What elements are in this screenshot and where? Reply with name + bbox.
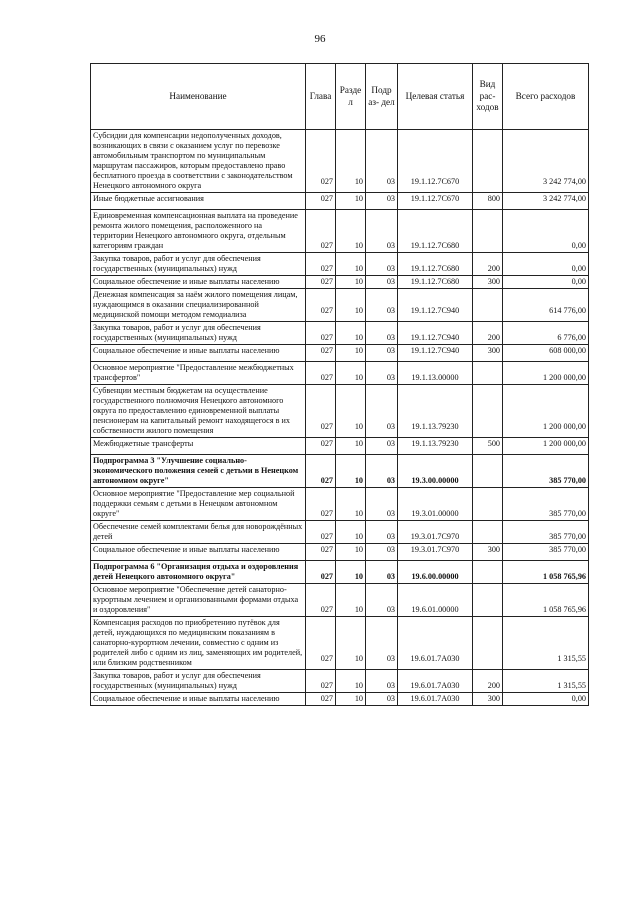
- row-section: 10: [336, 521, 366, 544]
- row-subsection: 03: [366, 210, 398, 253]
- table-row: [91, 130, 589, 193]
- row-chapter: 027: [306, 253, 336, 276]
- row-target: 19.6.01.00000: [398, 584, 473, 617]
- row-section: 10: [336, 488, 366, 521]
- table-row: [91, 276, 589, 289]
- row-name: Единовременная компенсационная выплата на проведение ремонта жилого помещения, расположенного на территории Ненецкого автономного округа, отдельным категориям граждан: [91, 210, 306, 253]
- row-chapter: 027: [306, 693, 336, 706]
- row-chapter: 027: [306, 289, 336, 322]
- row-section: 10: [336, 253, 366, 276]
- header-section: Разде л: [336, 64, 366, 130]
- row-section: 10: [336, 438, 366, 455]
- row-total: 1 315,55: [503, 670, 589, 693]
- row-name: Субвенции местным бюджетам на осуществление государственного полномочия Ненецкого автономного округа по предоставлению единовременной выплаты пенсионерам на капитальный ремонт находящегося в их собственности жилого помещения: [91, 385, 306, 438]
- header-kind: Вид рас- ходов: [473, 64, 503, 130]
- row-target: 19.3.01.7С970: [398, 544, 473, 561]
- row-kind: 500: [473, 438, 503, 455]
- table-row: [91, 385, 589, 438]
- row-chapter: 027: [306, 345, 336, 362]
- row-total: 1 200 000,00: [503, 438, 589, 455]
- row-kind: [473, 385, 503, 438]
- row-target: 19.1.12.7С940: [398, 345, 473, 362]
- row-name: Подпрограмма 3 "Улучшение социально-экономического положения семей с детьми в Ненецком автономном округе": [91, 455, 306, 488]
- row-kind: [473, 130, 503, 193]
- row-name: Субсидии для компенсации недополученных доходов, возникающих в связи с оказанием услуг по перевозке автомобильным транспортом по муниципальным маршрутам пассажиров, которым предоставлено право бесплатного проезда в соответствии с законодательством Ненецкого автономного округа: [91, 130, 306, 193]
- row-total: 1 315,55: [503, 617, 589, 670]
- row-chapter: 027: [306, 544, 336, 561]
- row-total: 614 776,00: [503, 289, 589, 322]
- row-chapter: 027: [306, 322, 336, 345]
- row-subsection: 03: [366, 289, 398, 322]
- row-name: Социальное обеспечение и иные выплаты населению: [91, 345, 306, 362]
- row-subsection: 03: [366, 130, 398, 193]
- row-section: 10: [336, 693, 366, 706]
- row-target: 19.1.13.79230: [398, 385, 473, 438]
- table-row: [91, 193, 589, 210]
- table-row: [91, 584, 589, 617]
- row-chapter: 027: [306, 561, 336, 584]
- table-row: [91, 253, 589, 276]
- page-number: 96: [314, 33, 326, 45]
- table-row: [91, 693, 589, 706]
- row-name: Основное мероприятие "Предоставление межбюджетных трансфертов": [91, 362, 306, 385]
- row-chapter: 027: [306, 584, 336, 617]
- row-total: 0,00: [503, 253, 589, 276]
- row-target: 19.1.12.7С940: [398, 322, 473, 345]
- row-kind: 200: [473, 253, 503, 276]
- row-kind: 300: [473, 693, 503, 706]
- row-section: 10: [336, 385, 366, 438]
- row-total: 1 058 765,96: [503, 584, 589, 617]
- row-name: Социальное обеспечение и иные выплаты населению: [91, 693, 306, 706]
- header-target: Целевая статья: [398, 64, 473, 130]
- row-subsection: 03: [366, 584, 398, 617]
- row-subsection: 03: [366, 693, 398, 706]
- row-subsection: 03: [366, 193, 398, 210]
- row-name: Обеспечение семей комплектами белья для новорождённых детей: [91, 521, 306, 544]
- row-subsection: 03: [366, 617, 398, 670]
- header-chapter: Глава: [306, 64, 336, 130]
- row-target: 19.3.01.7С970: [398, 521, 473, 544]
- row-subsection: 03: [366, 488, 398, 521]
- row-section: 10: [336, 322, 366, 345]
- row-kind: [473, 488, 503, 521]
- row-subsection: 03: [366, 322, 398, 345]
- row-kind: 300: [473, 276, 503, 289]
- row-subsection: 03: [366, 455, 398, 488]
- row-kind: [473, 362, 503, 385]
- row-section: 10: [336, 289, 366, 322]
- row-target: 19.3.01.00000: [398, 488, 473, 521]
- row-section: 10: [336, 544, 366, 561]
- row-name: Основное мероприятие "Предоставление мер социальной поддержки семьям с детьми в Ненецком автономном округе": [91, 488, 306, 521]
- row-target: 19.3.00.00000: [398, 455, 473, 488]
- table-row: [91, 322, 589, 345]
- row-subsection: 03: [366, 561, 398, 584]
- row-name: Закупка товаров, работ и услуг для обеспечения государственных (муниципальных) нужд: [91, 670, 306, 693]
- row-section: 10: [336, 670, 366, 693]
- row-target: 19.1.12.7С680: [398, 210, 473, 253]
- row-section: 10: [336, 276, 366, 289]
- row-subsection: 03: [366, 345, 398, 362]
- row-name: Подпрограмма 6 "Организация отдыха и оздоровления детей Ненецкого автономного округа": [91, 561, 306, 584]
- row-name: Денежная компенсация за наём жилого помещения лицам, нуждающимся в оказании специализированной медицинской помощи методом гемодиализа: [91, 289, 306, 322]
- row-kind: 800: [473, 193, 503, 210]
- row-section: 10: [336, 210, 366, 253]
- row-chapter: 027: [306, 521, 336, 544]
- table-header-row: [91, 64, 589, 130]
- row-target: 19.1.12.7С680: [398, 276, 473, 289]
- table-body: [91, 130, 589, 706]
- header-subsection: Подр аз- дел: [366, 64, 398, 130]
- row-name: Межбюджетные трансферты: [91, 438, 306, 455]
- row-subsection: 03: [366, 670, 398, 693]
- row-total: 3 242 774,00: [503, 193, 589, 210]
- table-row: [91, 617, 589, 670]
- row-total: 1 200 000,00: [503, 385, 589, 438]
- row-target: 19.6.01.7А030: [398, 693, 473, 706]
- row-subsection: 03: [366, 385, 398, 438]
- row-total: 1 058 765,96: [503, 561, 589, 584]
- row-section: 10: [336, 362, 366, 385]
- table-row: [91, 438, 589, 455]
- row-target: 19.1.13.00000: [398, 362, 473, 385]
- row-total: 0,00: [503, 210, 589, 253]
- table-row: [91, 455, 589, 488]
- row-chapter: 027: [306, 488, 336, 521]
- table-row: [91, 670, 589, 693]
- row-section: 10: [336, 617, 366, 670]
- table-row: [91, 544, 589, 561]
- row-name: Компенсация расходов по приобретению путёвок для детей, нуждающихся по медицинским показаниям в санаторно-курортном лечении, совместно с одним из родителей либо с одним из лиц, заменяющих им родителей, или близким родственником: [91, 617, 306, 670]
- table-row: [91, 362, 589, 385]
- row-kind: [473, 561, 503, 584]
- table-row: [91, 561, 589, 584]
- row-total: 385 770,00: [503, 544, 589, 561]
- row-subsection: 03: [366, 438, 398, 455]
- row-section: 10: [336, 193, 366, 210]
- table-row: [91, 521, 589, 544]
- row-kind: [473, 289, 503, 322]
- header-total: Всего расходов: [503, 64, 589, 130]
- budget-table: [90, 63, 589, 706]
- row-section: 10: [336, 130, 366, 193]
- row-kind: [473, 455, 503, 488]
- row-chapter: 027: [306, 455, 336, 488]
- row-name: Основное мероприятие "Обеспечение детей санаторно-курортным лечением и организованными формами отдыха и оздоровления": [91, 584, 306, 617]
- row-target: 19.1.12.7С670: [398, 130, 473, 193]
- row-kind: [473, 521, 503, 544]
- row-target: 19.1.13.79230: [398, 438, 473, 455]
- row-target: 19.1.12.7С680: [398, 253, 473, 276]
- row-total: 0,00: [503, 693, 589, 706]
- row-kind: [473, 617, 503, 670]
- row-kind: [473, 210, 503, 253]
- row-subsection: 03: [366, 521, 398, 544]
- table-row: [91, 488, 589, 521]
- row-name: Закупка товаров, работ и услуг для обеспечения государственных (муниципальных) нужд: [91, 322, 306, 345]
- row-total: 385 770,00: [503, 488, 589, 521]
- row-chapter: 027: [306, 438, 336, 455]
- row-subsection: 03: [366, 362, 398, 385]
- row-subsection: 03: [366, 544, 398, 561]
- table-row: [91, 210, 589, 253]
- row-name: Закупка товаров, работ и услуг для обеспечения государственных (муниципальных) нужд: [91, 253, 306, 276]
- row-section: 10: [336, 345, 366, 362]
- row-total: 6 776,00: [503, 322, 589, 345]
- table-row: [91, 345, 589, 362]
- row-section: 10: [336, 584, 366, 617]
- row-chapter: 027: [306, 617, 336, 670]
- row-total: 385 770,00: [503, 455, 589, 488]
- row-chapter: 027: [306, 193, 336, 210]
- header-name: Наименование: [91, 64, 306, 130]
- row-total: 3 242 774,00: [503, 130, 589, 193]
- row-kind: 300: [473, 345, 503, 362]
- row-kind: 200: [473, 670, 503, 693]
- row-chapter: 027: [306, 362, 336, 385]
- row-section: 10: [336, 561, 366, 584]
- row-total: 608 000,00: [503, 345, 589, 362]
- row-kind: 300: [473, 544, 503, 561]
- row-subsection: 03: [366, 276, 398, 289]
- row-target: 19.1.12.7С940: [398, 289, 473, 322]
- row-kind: 200: [473, 322, 503, 345]
- row-target: 19.1.12.7С670: [398, 193, 473, 210]
- row-chapter: 027: [306, 276, 336, 289]
- row-total: 1 200 000,00: [503, 362, 589, 385]
- row-chapter: 027: [306, 130, 336, 193]
- row-section: 10: [336, 455, 366, 488]
- table-row: [91, 289, 589, 322]
- row-chapter: 027: [306, 670, 336, 693]
- row-name: Иные бюджетные ассигнования: [91, 193, 306, 210]
- row-subsection: 03: [366, 253, 398, 276]
- row-chapter: 027: [306, 385, 336, 438]
- row-name: Социальное обеспечение и иные выплаты населению: [91, 276, 306, 289]
- row-total: 0,00: [503, 276, 589, 289]
- row-target: 19.6.01.7А030: [398, 670, 473, 693]
- row-target: 19.6.00.00000: [398, 561, 473, 584]
- row-total: 385 770,00: [503, 521, 589, 544]
- row-target: 19.6.01.7А030: [398, 617, 473, 670]
- row-chapter: 027: [306, 210, 336, 253]
- row-kind: [473, 584, 503, 617]
- row-name: Социальное обеспечение и иные выплаты населению: [91, 544, 306, 561]
